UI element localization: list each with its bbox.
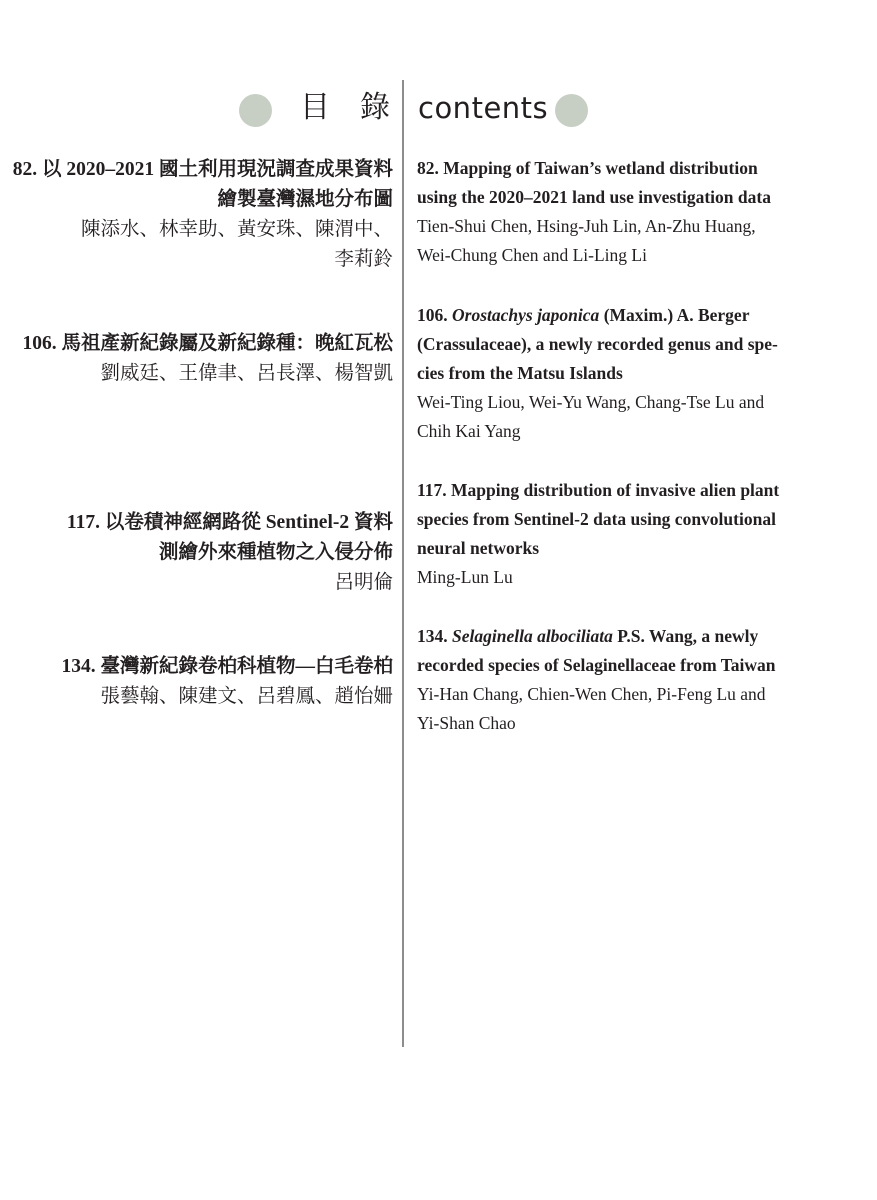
toc-entry-134-english [417, 622, 776, 738]
toc-entry-106-english [417, 301, 778, 446]
title-text: P.S. Wang, a newly [612, 626, 759, 646]
species-name-italic: Selaginella albociliata [452, 626, 613, 646]
title-text: (Crassulaceae), a newly recorded genus and spe- [417, 334, 778, 354]
toc-entry-117-english [417, 476, 779, 592]
entry-title-line-en [417, 651, 776, 680]
entry-title-line-en [417, 622, 776, 651]
entry-title-line-zh: 測繪外來種植物之入侵分佈 [158, 542, 393, 563]
title-text: cies from the Matsu Islands [417, 363, 623, 383]
entry-authors-line-zh: 呂明倫 [334, 572, 393, 593]
entry-title-line-en [417, 359, 778, 388]
title-text: recorded species of Selaginellaceae from Taiwan [417, 655, 776, 675]
entry-title-line-en [417, 534, 779, 563]
entry-title-line-zh: 106. 馬祖產新紀錄屬及新紀錄種：晚紅瓦松 [22, 333, 393, 354]
entry-authors-line-zh: 張藝翰、陳建文、呂碧鳳、趙怡姍 [100, 686, 393, 707]
entry-title-line-en [417, 183, 771, 212]
entry-title-line-zh: 117. 以卷積神經網路從 Sentinel-2 資料 [66, 512, 393, 533]
entry-authors-line-zh: 陳添水、林幸助、黃安珠、陳渭中、 [80, 219, 393, 240]
title-text: neural networks [417, 538, 540, 558]
entry-title-line-en [417, 154, 771, 183]
entry-authors-line-en: Tien-Shui Chen, Hsing-Juh Lin, An-Zhu Huang, [417, 216, 756, 236]
entry-authors-line-en: Yi-Han Chang, Chien-Wen Chen, Pi-Feng Lu and [417, 684, 766, 704]
entry-title-line-zh: 繪製臺灣濕地分布圖 [217, 189, 393, 210]
title-text: 106. [417, 305, 452, 325]
title-text: (Maxim.) A. Berger [599, 305, 750, 325]
entry-title-line-en [417, 330, 778, 359]
entry-title-line-en [417, 476, 779, 505]
entry-title-line-zh: 134. 臺灣新紀錄卷柏科植物—白毛卷柏 [61, 656, 393, 677]
toc-title-english: contents [418, 91, 549, 125]
entry-authors-line-en: Chih Kai Yang [417, 421, 521, 441]
entry-authors-line-en: Wei-Ting Liou, Wei-Yu Wang, Chang-Tse Lu and [417, 392, 765, 412]
entry-authors-line-en: Yi-Shan Chao [417, 713, 516, 733]
title-text: 117. Mapping distribution of invasive alien plant [417, 480, 780, 500]
entry-title-line-en [417, 301, 778, 330]
entry-authors-line-zh: 劉威廷、王偉聿、呂長澤、楊智凱 [100, 363, 393, 384]
entry-title-line-zh: 82. 以 2020–2021 國土利用現況調查成果資料 [12, 159, 393, 180]
title-text: using the 2020–2021 land use investigation data [417, 187, 771, 207]
title-text: 82. Mapping of Taiwan’s wetland distribution [417, 158, 758, 178]
entry-authors-line-zh: 李莉鈴 [334, 249, 393, 270]
title-text: species from Sentinel-2 data using convolutional [417, 509, 776, 529]
entry-authors-line-en: Ming-Lun Lu [417, 567, 513, 587]
entry-title-line-en [417, 505, 779, 534]
species-name-italic: Orostachys japonica [452, 305, 600, 325]
entry-authors-line-en: Wei-Chung Chen and Li-Ling Li [417, 245, 647, 265]
title-text: 134. [417, 626, 452, 646]
toc-entry-82-english [417, 154, 771, 270]
toc-title-chinese: 目 錄 [300, 91, 390, 124]
